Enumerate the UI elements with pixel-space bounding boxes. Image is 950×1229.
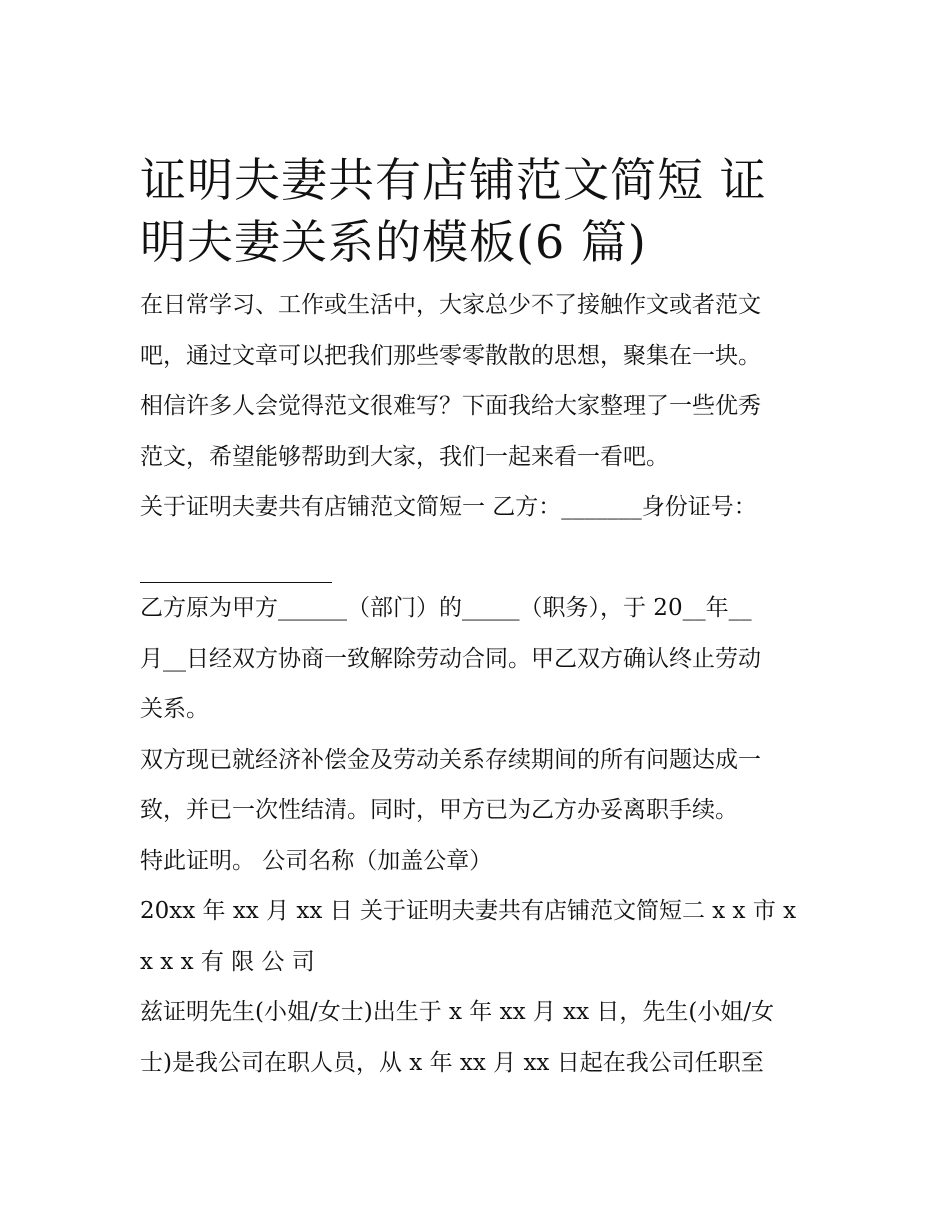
id-number-blank <box>140 554 332 583</box>
paragraph-line: 兹证明先生(小姐/女士)出生于 x 年 xx 月 xx 日，先生(小姐/女 <box>140 999 775 1025</box>
title-line-2: 明夫妻关系的模板(6 篇) <box>140 214 647 269</box>
paragraph-line: 吧，通过文章可以把我们那些零零散散的思想，聚集在一块。 <box>140 342 761 369</box>
paragraph-line: 致，并已一次性结清。同时，甲方已为乙方办妥离职手续。 <box>140 797 738 823</box>
title-line-1: 证明夫妻共有店铺范文简短 证 <box>140 152 767 207</box>
paragraph-line: 相信许多人会觉得范文很难写？下面我给大家整理了一些优秀 <box>140 393 761 419</box>
paragraph-line: 20xx 年 xx 月 xx 日 关于证明夫妻共有店铺范文简短二 x x 市 x <box>140 898 797 924</box>
paragraph-line: 关于证明夫妻共有店铺范文简短一 乙方：_______身份证号： <box>140 494 757 520</box>
paragraph-line: 关系。 <box>140 696 209 722</box>
paragraph-line: 双方现已就经济补偿金及劳动关系存续期间的所有问题达成一 <box>140 746 761 773</box>
document-body <box>140 280 820 1088</box>
paragraph-line: x x x 有 限 公 司 <box>140 948 315 975</box>
document-title <box>140 149 820 273</box>
blank-underline-line <box>140 533 820 584</box>
paragraph-line: 乙方原为甲方______（部门）的_____（职务），于 20__年__ <box>140 595 752 621</box>
paragraph-line: 月__日经双方协商一致解除劳动合同。甲乙双方确认终止劳动 <box>140 645 761 672</box>
paragraph-line: 特此证明。 公司名称（加盖公章） <box>140 847 493 874</box>
paragraph-line: 士)是我公司在职人员，从 x 年 xx 月 xx 日起在我公司任职至 <box>140 1049 764 1076</box>
paragraph-line: 范文，希望能够帮助到大家，我们一起来看一看吧。 <box>140 443 669 470</box>
paragraph-line: 在日常学习、工作或生活中，大家总少不了接触作文或者范文 <box>140 292 761 318</box>
